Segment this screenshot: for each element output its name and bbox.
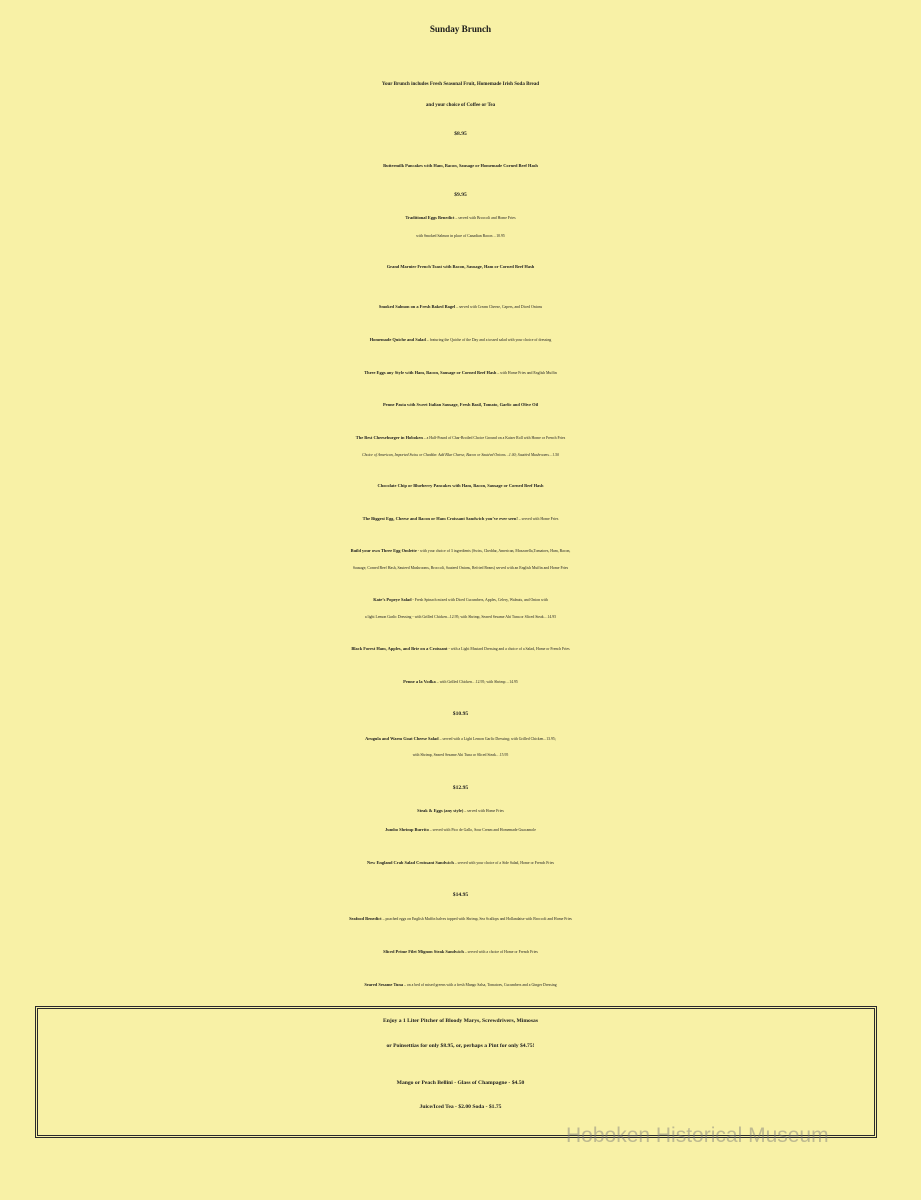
menu-item-burger-sub: Choice of American, Imported Swiss or Cheddar. Add Blue Cheese, Bacon or Sautéed Onions…1.00; Sautéed Mushrooms…1.50 xyxy=(362,453,559,457)
menu-item-burrito xyxy=(0,827,921,832)
item-desc: – served with your choice of a Side Salad, Home or French Fries xyxy=(453,861,554,865)
menu-item-steak-eggs xyxy=(0,808,921,813)
menu-item-popeye-sub: a light Lemon Garlic Dressing - with Grilled Chicken...12.95; with Shrimp, Seared Sesame Ahi Tuna or Sliced Steak…14.95 xyxy=(364,615,557,619)
museum-watermark: Hoboken Historical Museum xyxy=(566,1124,829,1147)
menu-item-penne xyxy=(0,402,921,407)
item-name: Steak & Eggs (any style) xyxy=(417,808,464,813)
item-desc: – on a bed of mixed greens with a fresh Mango Salsa, Tomatoes, Cucumbers and a Ginger Dressing xyxy=(403,983,557,987)
item-name: Smoked Salmon on a Fresh Baked Bagel xyxy=(378,304,456,309)
item-name: Penne a la Vodka xyxy=(403,679,436,684)
item-name: Jumbo Shrimp Burrito xyxy=(385,827,429,832)
item-desc: – served with Home Fries xyxy=(517,517,559,521)
item-desc: – served with Broccoli and Home Fries xyxy=(454,216,516,220)
menu-item-filet xyxy=(0,949,921,954)
promo-line-1: Enjoy a 1 Liter Pitcher of Bloody Marys, Screwdrivers, Mimosas xyxy=(382,1018,539,1024)
drinks-promo-box xyxy=(35,1006,877,1138)
menu-item-choc-pancakes xyxy=(0,483,921,488)
item-name: Sliced Prime Filet Mignon Steak Sandwich xyxy=(383,949,464,954)
promo-line-2: or Poinsettias for only $8.95, or, perhaps a Pint for only $4.75! xyxy=(386,1043,535,1049)
item-desc: – poached eggs on English Muffin halves topped with Shrimp, Sea Scallops and Hollandaise with Broccoli and Home Fries xyxy=(381,917,572,921)
item-desc: – with Grilled Chicken…12.95; with Shrimp…14.95 xyxy=(435,680,518,684)
item-name: New England Crab Salad Croissant Sandwich xyxy=(367,860,454,865)
menu-item-omelette xyxy=(0,548,921,553)
intro-line-1: Your Brunch includes Fresh Seasonal Fruit, Homemade Irish Soda Bread xyxy=(381,82,540,87)
page-title: Sunday Brunch xyxy=(429,24,492,34)
item-name: Seared Sesame Tuna xyxy=(364,982,404,987)
item-desc: – served with a Light Lemon Garlic Dressing; with Grilled Chicken...13.95; xyxy=(438,737,556,741)
item-name: Homemade Quiche and Salad xyxy=(369,337,426,342)
promo-line-3: Mango or Peach Bellini - Glass of Champagne - $4.50 xyxy=(396,1080,525,1086)
item-name: Penne Pasta with Sweet Italian Sausage, Fresh Basil, Tomato, Garlic and Olive Oil xyxy=(382,402,539,407)
item-desc: – a Half-Pound of Char-Broiled Choice Ground on a Kaiser Roll with Home or French Fries xyxy=(422,436,566,440)
menu-item-french-toast xyxy=(0,264,921,269)
item-desc: – featuring the Quiche of the Day and a tossed salad with your choice of dressing xyxy=(425,338,552,342)
item-name: Three Eggs any Style with Ham, Bacon, Sausage or Corned Beef Hash xyxy=(364,370,497,375)
price-heading-1: $8.95 xyxy=(454,131,467,137)
menu-item-vodka xyxy=(0,679,921,684)
price-heading-3: $10.95 xyxy=(452,711,469,717)
menu-item-quiche xyxy=(0,337,921,342)
item-desc: – with Home Fries and English Muffin xyxy=(496,371,557,375)
item-desc: - with your choice of 3 ingredients (Swiss, Cheddar, American, Mozzarella,Tomatoes, Ham, Bacon, xyxy=(416,549,571,553)
menu-item-seafood xyxy=(0,916,921,921)
menu-item-three-eggs xyxy=(0,370,921,375)
item-name: Traditional Eggs Benedict xyxy=(405,215,455,220)
menu-item-croissant xyxy=(0,516,921,521)
menu-item-benedict-sub: with Smoked Salmon in place of Canadian Bacon…10.95 xyxy=(416,234,505,238)
menu-item-buttermilk xyxy=(0,163,921,168)
item-desc: – served with Pico de Gallo, Sour Cream and Homemade Guacamole xyxy=(428,828,536,832)
menu-item-bagel xyxy=(0,304,921,309)
intro-line-2: and your choice of Coffee or Tea xyxy=(425,103,496,108)
item-name: Grand Marnier French Toast with Bacon, Sausage, Ham or Corned Beef Hash xyxy=(386,264,535,269)
item-desc: – served with Home Fries xyxy=(463,809,504,813)
item-desc: - with a Light Mustard Dressing and a choice of a Salad, Home or French Fries xyxy=(447,647,570,651)
item-desc: – served with Cream Cheese, Capers, and Diced Onions xyxy=(455,305,543,309)
item-name: Kate’s Popeye Salad xyxy=(373,597,412,602)
item-name: The Best Cheeseburger in Hoboken xyxy=(355,435,423,440)
menu-item-tuna xyxy=(0,982,921,987)
menu-item-arugula-sub: with Shrimp, Seared Sesame Ahi Tuna or Sliced Steak…15.95 xyxy=(412,753,509,757)
item-name: The Biggest Egg, Cheese and Bacon or Ham Croissant Sandwich you’ve ever seen! xyxy=(362,516,518,521)
item-name: Black Forest Ham, Apples, and Brie on a Croissant xyxy=(351,646,448,651)
menu-item-popeye xyxy=(0,597,921,602)
item-desc: – served with a choice of Home or French Fries xyxy=(463,950,538,954)
price-heading-4: $12.95 xyxy=(452,785,469,791)
menu-item-burger xyxy=(0,435,921,440)
promo-line-4: Juice/Iced Tea - $2.00 Soda - $1.75 xyxy=(419,1104,502,1110)
item-name: Seafood Benedict xyxy=(349,916,382,921)
menu-item-omelette-sub: Sausage, Corned Beef Hash, Sauteed Mushrooms, Broccoli, Sauteed Onions, Refried Beans) served with an English Muffin and Home Fries xyxy=(352,566,569,570)
item-name: Buttermilk Pancakes with Ham, Bacon, Sausage or Homemade Corned Beef Hash xyxy=(383,163,538,168)
item-name: Arugula and Warm Goat Cheese Salad xyxy=(365,736,439,741)
menu-item-benedict xyxy=(0,215,921,220)
item-name: Build your own Three Egg Omlette xyxy=(350,548,417,553)
price-heading-2: $9.95 xyxy=(454,192,467,198)
price-heading-5: $14.95 xyxy=(452,892,469,898)
item-desc: - Fresh Spinach mixed with Diced Cucumbers, Apples, Celery, Walnuts, and Onion with xyxy=(411,598,548,602)
menu-item-black-forest xyxy=(0,646,921,651)
menu-item-arugula xyxy=(0,736,921,741)
item-name: Chocolate Chip or Blueberry Pancakes with Ham, Bacon, Sausage or Corned Beef Hash xyxy=(377,483,544,488)
menu-item-crab xyxy=(0,860,921,865)
